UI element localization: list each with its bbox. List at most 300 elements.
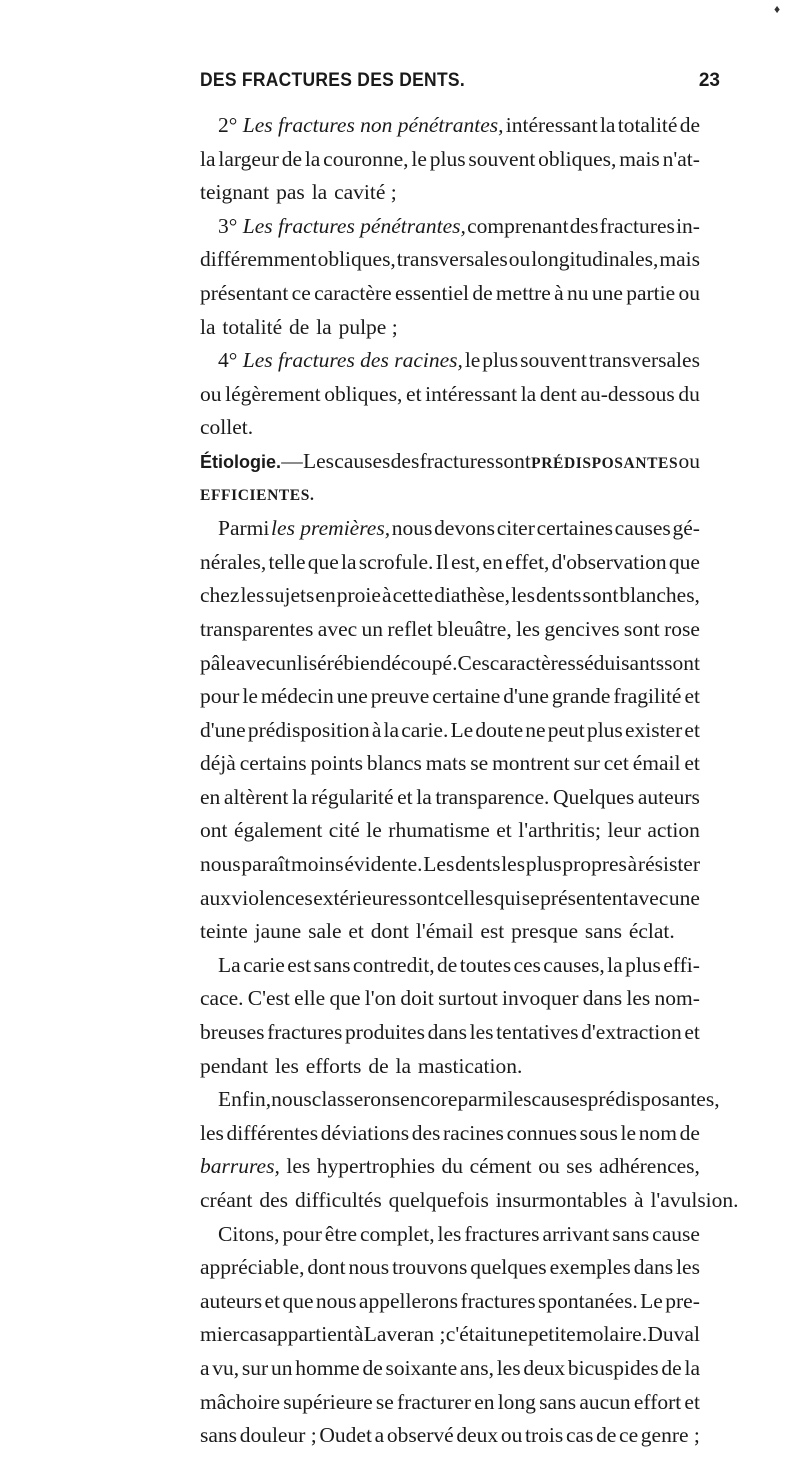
word: sur bbox=[573, 751, 600, 776]
word: plus bbox=[586, 717, 623, 742]
word: pulpe ; bbox=[338, 314, 398, 339]
word: obliques, bbox=[538, 146, 617, 171]
word: de bbox=[288, 314, 310, 339]
word: moins bbox=[291, 852, 344, 877]
word: différentes bbox=[226, 1120, 319, 1145]
text-line bbox=[200, 848, 700, 882]
text-line bbox=[200, 747, 700, 781]
word: se bbox=[521, 885, 540, 910]
word: avec bbox=[317, 616, 358, 641]
word: invoquer bbox=[502, 986, 579, 1011]
word: de bbox=[368, 1053, 389, 1078]
word: effet, bbox=[505, 549, 550, 574]
word: des bbox=[259, 1188, 289, 1212]
word: caractères bbox=[489, 650, 576, 675]
word: couronne, bbox=[323, 146, 409, 171]
word: quelquefois bbox=[388, 1188, 489, 1212]
word: la bbox=[599, 113, 616, 137]
word: et bbox=[348, 919, 364, 944]
word: contredit, bbox=[352, 952, 435, 977]
word: pâle bbox=[200, 650, 236, 675]
word: la bbox=[200, 314, 216, 339]
word: que bbox=[307, 549, 339, 574]
word: ce bbox=[619, 1423, 639, 1448]
word: dans bbox=[582, 986, 623, 1011]
text-line bbox=[200, 1016, 700, 1050]
word: action bbox=[647, 818, 700, 843]
word: pendant bbox=[200, 1053, 269, 1078]
word: celles bbox=[444, 885, 494, 910]
word: deux bbox=[523, 1355, 566, 1380]
word: la bbox=[416, 784, 432, 809]
word: obliques, bbox=[324, 381, 403, 406]
word: totalité bbox=[617, 113, 678, 137]
word: de bbox=[437, 952, 458, 977]
word: Le bbox=[450, 717, 474, 742]
word: fragilité bbox=[613, 684, 682, 709]
word: une bbox=[336, 684, 368, 709]
word: classerons bbox=[311, 1087, 401, 1112]
word: effi- bbox=[663, 952, 700, 977]
word: citer bbox=[496, 516, 535, 541]
word: Les bbox=[303, 448, 335, 473]
word: teinte bbox=[200, 919, 248, 944]
word: l'avulsion. bbox=[650, 1188, 739, 1212]
text-line bbox=[200, 378, 700, 412]
word: rhumatisme bbox=[388, 818, 490, 843]
text-line bbox=[200, 176, 700, 210]
word: ce bbox=[291, 280, 311, 305]
word: mastication. bbox=[417, 1053, 523, 1078]
word: les bbox=[496, 1355, 521, 1380]
text-line bbox=[200, 1184, 739, 1218]
word: à bbox=[353, 1322, 364, 1347]
word: dents bbox=[536, 583, 582, 608]
word: collet. bbox=[200, 415, 254, 440]
word: scrofule. bbox=[358, 549, 434, 574]
word: sans bbox=[584, 919, 622, 944]
word: ou bbox=[500, 1423, 523, 1448]
word: des bbox=[569, 213, 599, 238]
word: Parmi bbox=[218, 516, 270, 541]
word: ces bbox=[513, 952, 541, 977]
word: gé- bbox=[672, 516, 700, 541]
word: nom bbox=[638, 1120, 677, 1145]
word: mats bbox=[425, 751, 467, 776]
corner-mark: ♦ bbox=[774, 2, 781, 16]
word: nous bbox=[200, 852, 241, 877]
word: différemment bbox=[200, 247, 317, 272]
word: de bbox=[362, 1355, 383, 1380]
word: transversales bbox=[396, 247, 508, 272]
word: présentent bbox=[540, 885, 629, 910]
word: la bbox=[395, 1053, 412, 1078]
text-line bbox=[200, 613, 700, 647]
text-line bbox=[200, 814, 700, 848]
word: la bbox=[200, 146, 216, 171]
word: de bbox=[596, 1423, 617, 1448]
word: nous bbox=[271, 1087, 312, 1112]
text-line bbox=[200, 1083, 720, 1117]
word: et bbox=[684, 1020, 700, 1045]
word: violences bbox=[231, 885, 313, 910]
word: Le bbox=[640, 1288, 663, 1313]
word: produites bbox=[344, 1020, 425, 1045]
word: dont bbox=[307, 1255, 346, 1280]
word: totalité bbox=[222, 314, 283, 339]
word: ou bbox=[200, 381, 222, 406]
word: soixante bbox=[385, 1355, 458, 1380]
word: que bbox=[329, 986, 361, 1011]
word: du bbox=[678, 381, 700, 406]
word: ont bbox=[200, 818, 228, 843]
word: toutes bbox=[459, 952, 512, 977]
word: — bbox=[281, 448, 303, 473]
word: deux bbox=[456, 1423, 499, 1448]
word: devons bbox=[434, 516, 495, 541]
word: sans bbox=[200, 1423, 238, 1448]
word: souvent bbox=[468, 146, 536, 171]
word: émail bbox=[632, 751, 681, 776]
text-line bbox=[200, 647, 700, 681]
word: et bbox=[684, 1389, 700, 1414]
word: un bbox=[361, 616, 384, 641]
word: preuve bbox=[370, 684, 430, 709]
word: en bbox=[474, 1389, 495, 1414]
word: la bbox=[684, 1355, 700, 1380]
word: des bbox=[390, 448, 420, 473]
text-line bbox=[200, 546, 700, 580]
word: les bbox=[511, 583, 535, 608]
word: d'observation bbox=[551, 549, 667, 574]
word: éclat. bbox=[628, 919, 675, 944]
text-line bbox=[200, 277, 700, 311]
text-line bbox=[200, 579, 700, 613]
word: appartient bbox=[267, 1322, 354, 1347]
word: dans bbox=[633, 1255, 674, 1280]
word: n'at- bbox=[662, 146, 700, 171]
word: bicuspides bbox=[567, 1355, 659, 1380]
word: appellerons bbox=[358, 1288, 459, 1313]
word: prédisposantes, bbox=[587, 1087, 720, 1112]
word: doute bbox=[475, 717, 524, 742]
word: également bbox=[233, 818, 323, 843]
numbered-heading: 3° Les fractures pénétrantes, bbox=[218, 213, 466, 238]
word: créant bbox=[200, 1188, 253, 1212]
word: surtout bbox=[438, 986, 498, 1011]
word: points bbox=[310, 751, 364, 776]
word: et bbox=[684, 751, 700, 776]
word: Enfin, bbox=[218, 1087, 272, 1112]
word: l'arthritis; bbox=[518, 818, 601, 843]
word: exemples bbox=[549, 1255, 631, 1280]
word: ne bbox=[525, 717, 546, 742]
word: auteurs bbox=[200, 1288, 263, 1313]
word: genre ; bbox=[640, 1423, 700, 1448]
text-line bbox=[200, 344, 700, 378]
word: mier bbox=[200, 1322, 240, 1347]
word: observé bbox=[386, 1423, 454, 1448]
word: plus bbox=[625, 952, 661, 977]
word: extérieures bbox=[313, 885, 408, 910]
word: molaire. bbox=[576, 1322, 648, 1347]
word: un bbox=[275, 650, 297, 675]
word: transversales bbox=[588, 348, 700, 373]
word: douleur ; bbox=[239, 1423, 317, 1448]
word: une bbox=[591, 280, 623, 305]
word: rose bbox=[664, 616, 700, 641]
word: la bbox=[291, 784, 308, 809]
word: Laveran ; bbox=[363, 1322, 446, 1347]
word: mâchoire bbox=[200, 1389, 280, 1414]
word: a bbox=[200, 1355, 210, 1380]
word: bien bbox=[343, 650, 381, 675]
word: Duval bbox=[647, 1322, 700, 1347]
word: mettre bbox=[495, 280, 551, 305]
word: carie. bbox=[401, 717, 449, 742]
word: présentant bbox=[200, 280, 289, 305]
numbered-heading: 4° Les fractures des racines, bbox=[218, 348, 463, 373]
word: cace. bbox=[200, 986, 244, 1011]
word: nous bbox=[391, 516, 433, 541]
word: et bbox=[496, 818, 512, 843]
text-line bbox=[200, 882, 700, 916]
word: de bbox=[281, 146, 302, 171]
word: Citons, bbox=[218, 1221, 280, 1246]
word: hypertrophies bbox=[316, 1154, 436, 1179]
word: et bbox=[406, 381, 422, 406]
word: avec bbox=[629, 885, 669, 910]
word: cité bbox=[328, 818, 360, 843]
word: gencives bbox=[544, 616, 620, 641]
word: certaines bbox=[536, 516, 613, 541]
word: cette bbox=[392, 583, 434, 608]
text-line bbox=[200, 243, 700, 277]
word: au-dessous bbox=[580, 381, 675, 406]
text-line bbox=[200, 1352, 700, 1386]
word: cément bbox=[469, 1154, 532, 1179]
word: barrures, bbox=[200, 1154, 280, 1179]
word: Quelques bbox=[553, 784, 635, 809]
word: le bbox=[242, 684, 258, 709]
word: légèrement bbox=[225, 381, 321, 406]
word: le bbox=[620, 1120, 637, 1145]
word: le bbox=[366, 818, 382, 843]
word: cas bbox=[565, 1423, 594, 1448]
word: les bbox=[437, 1221, 462, 1246]
word: tentatives bbox=[496, 1020, 579, 1045]
word: est bbox=[480, 919, 505, 944]
word: un bbox=[270, 1355, 293, 1380]
word: être bbox=[324, 1221, 358, 1246]
word: grande bbox=[551, 684, 611, 709]
text-line bbox=[200, 714, 700, 748]
word: altèrent bbox=[223, 784, 289, 809]
word: et bbox=[684, 684, 700, 709]
word: Il bbox=[435, 549, 449, 574]
word: que bbox=[282, 1288, 314, 1313]
word: Ces bbox=[457, 650, 490, 675]
word: des bbox=[411, 1120, 441, 1145]
word: proie bbox=[336, 583, 381, 608]
word: déviations bbox=[320, 1120, 410, 1145]
word: les bbox=[286, 1154, 311, 1179]
word: causes bbox=[334, 448, 391, 473]
word: insurmontables bbox=[495, 1188, 628, 1212]
word: jaune bbox=[254, 919, 302, 944]
word: plus bbox=[482, 348, 519, 373]
word: l'on bbox=[364, 986, 397, 1011]
word: sont bbox=[623, 616, 660, 641]
word: les bbox=[676, 1255, 700, 1280]
word: EFFICIENTES. bbox=[200, 486, 315, 504]
word: fractures bbox=[599, 213, 675, 238]
word: leur bbox=[607, 818, 641, 843]
word: pre- bbox=[665, 1288, 700, 1313]
word: en bbox=[200, 784, 221, 809]
word: Étiologie. bbox=[200, 451, 281, 472]
word: paraît bbox=[241, 852, 291, 877]
word: et bbox=[684, 717, 700, 742]
word: découpé. bbox=[380, 650, 458, 675]
word: qui bbox=[493, 885, 522, 910]
word: que bbox=[668, 549, 700, 574]
word: sont bbox=[664, 650, 700, 675]
word: prédisposition bbox=[247, 717, 370, 742]
word: les bbox=[507, 1087, 532, 1112]
text-line bbox=[200, 1419, 700, 1453]
word: sale bbox=[308, 919, 342, 944]
word: ses bbox=[566, 1154, 593, 1179]
word: arrivant bbox=[542, 1221, 610, 1246]
word: et bbox=[397, 784, 413, 809]
word: la bbox=[607, 952, 623, 977]
text-line bbox=[200, 311, 700, 345]
word: carie bbox=[243, 952, 285, 977]
text-line bbox=[200, 512, 700, 546]
word: aux bbox=[200, 885, 232, 910]
word: cas bbox=[239, 1322, 268, 1347]
word: bleuâtre, bbox=[437, 616, 512, 641]
word: cet bbox=[603, 751, 629, 776]
word: d'une bbox=[200, 717, 246, 742]
word: sans bbox=[612, 1221, 650, 1246]
word: long bbox=[497, 1389, 536, 1414]
word: nous bbox=[315, 1288, 357, 1313]
word: blancs bbox=[366, 751, 422, 776]
word: du bbox=[441, 1154, 464, 1179]
text-line bbox=[200, 143, 700, 177]
text-line bbox=[200, 1117, 700, 1151]
word: une bbox=[668, 885, 700, 910]
word: plus bbox=[429, 146, 466, 171]
word: ans, bbox=[459, 1355, 494, 1380]
word: longitudinales, bbox=[531, 247, 659, 272]
text-line bbox=[200, 1218, 700, 1252]
word: les bbox=[516, 616, 540, 641]
word: elle bbox=[294, 986, 326, 1011]
word: à bbox=[554, 280, 564, 305]
word: sous bbox=[579, 1120, 618, 1145]
word: petite bbox=[527, 1322, 576, 1347]
word: certains bbox=[239, 751, 307, 776]
word: doit bbox=[400, 986, 434, 1011]
word: de bbox=[472, 280, 493, 305]
word: dans bbox=[427, 1020, 468, 1045]
word: plus bbox=[525, 852, 562, 877]
word: mais bbox=[659, 247, 700, 272]
word: quelques bbox=[470, 1255, 547, 1280]
word: chez bbox=[200, 583, 240, 608]
text-line bbox=[200, 982, 700, 1016]
text-line bbox=[200, 445, 700, 479]
word: cavité ; bbox=[334, 180, 397, 205]
word: à bbox=[381, 583, 392, 608]
word: spontanées. bbox=[538, 1288, 638, 1313]
word: largeur bbox=[218, 146, 279, 171]
word: propres bbox=[562, 852, 627, 877]
word: trouvons bbox=[392, 1255, 468, 1280]
word: reflet bbox=[387, 616, 433, 641]
word: effort bbox=[633, 1389, 682, 1414]
word: parmi bbox=[457, 1087, 508, 1112]
text-line bbox=[200, 479, 700, 513]
text-line bbox=[200, 1050, 700, 1084]
word: racines bbox=[443, 1120, 504, 1145]
text-line bbox=[200, 1386, 700, 1420]
word: vu, bbox=[212, 1355, 240, 1380]
word: la bbox=[383, 717, 400, 742]
word: la bbox=[341, 549, 357, 574]
word: c'était bbox=[445, 1322, 497, 1347]
body-text bbox=[200, 109, 739, 1453]
word: sont bbox=[408, 885, 444, 910]
word: diathèse, bbox=[434, 583, 511, 608]
word: partie bbox=[626, 280, 676, 305]
word: pour bbox=[200, 684, 240, 709]
word: les bbox=[501, 852, 526, 877]
word: sujets bbox=[265, 583, 315, 608]
word: déjà bbox=[200, 751, 236, 776]
text-line bbox=[200, 1150, 700, 1184]
word: en bbox=[482, 549, 503, 574]
word: dent bbox=[539, 381, 577, 406]
word: Oudet bbox=[319, 1423, 372, 1448]
word: efforts bbox=[305, 1053, 362, 1078]
word: médecin bbox=[260, 684, 334, 709]
word: peut bbox=[547, 717, 585, 742]
word: ou bbox=[678, 280, 700, 305]
word: intéressant bbox=[505, 113, 598, 137]
word: ou bbox=[538, 1154, 560, 1179]
word: la bbox=[311, 180, 328, 205]
word: les bbox=[200, 1120, 224, 1145]
word: a bbox=[374, 1423, 385, 1448]
word: de bbox=[679, 113, 700, 137]
word: dont bbox=[370, 919, 410, 944]
word: transparentes bbox=[200, 616, 314, 641]
word: régularité bbox=[311, 784, 394, 809]
word: résister bbox=[637, 852, 700, 877]
running-title: DES FRACTURES DES DENTS. bbox=[200, 70, 465, 91]
word: d'extraction bbox=[581, 1020, 682, 1045]
word: in- bbox=[676, 213, 700, 238]
word: cause bbox=[652, 1221, 700, 1246]
word: se bbox=[375, 1389, 394, 1414]
word: ou bbox=[678, 448, 700, 473]
word: dents bbox=[455, 852, 501, 877]
text-line bbox=[200, 210, 700, 244]
